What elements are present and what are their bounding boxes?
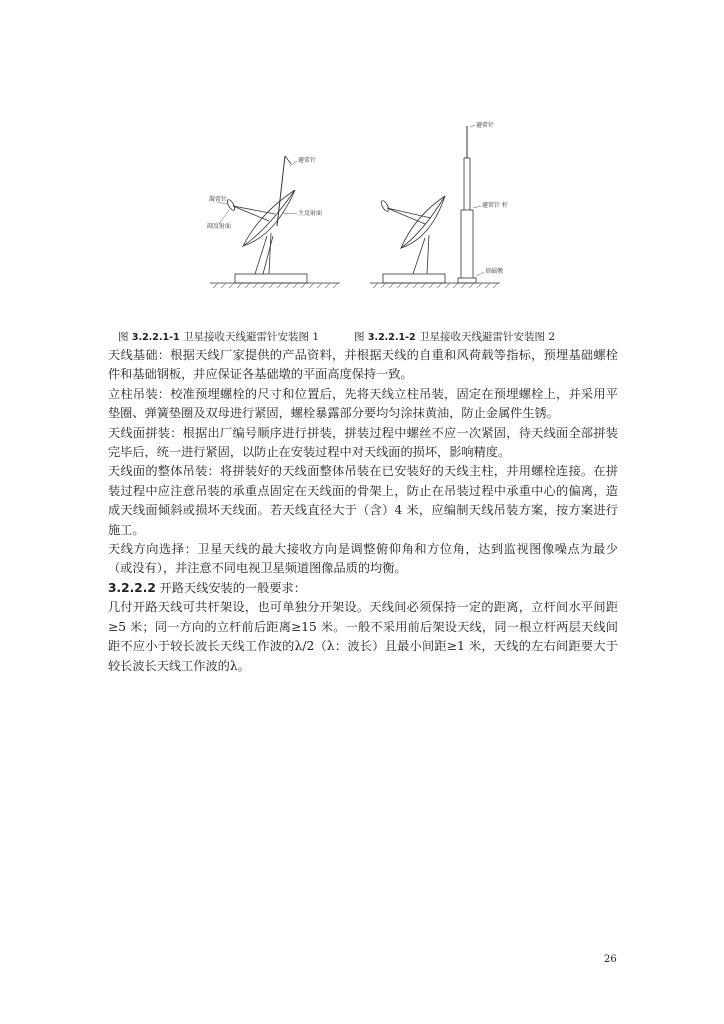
paragraph-column-hoisting: 立柱吊装：校准预埋螺栓的尺寸和位置后，先将天线立柱吊装，固定在预埋螺栓上，并采用平垫圈、弹簧垫圈及双母进行紧固，螺栓暴露部分要均匀涂抹黄油，防止金属件生锈。 bbox=[108, 386, 618, 421]
caption-prefix: 图 bbox=[118, 331, 132, 343]
caption-number: 3.2.2.1-2 bbox=[367, 332, 416, 343]
right-base bbox=[383, 274, 445, 283]
document-body bbox=[108, 346, 618, 676]
left-base bbox=[235, 274, 307, 283]
caption-text: 卫星接收天线避雷针安装图 2 bbox=[415, 331, 556, 343]
right-label-mast: 避雷针 杆 bbox=[482, 202, 508, 209]
paragraph-surface-hoisting: 天线面的整体吊装：将拼装好的天线面整体吊装在已安装好的天线主柱，并用螺栓连接。在拼装过程中应注意吊装的承重点固定在天线面的骨架上，防止在吊装过程中承重中心的偏离，造成天线面倾斜或损坏天线面。若天线直径大于（含）4 米，应编制天线吊装方案，按方案进行施工。 bbox=[108, 464, 618, 537]
left-label-main-reflector-a: 凝雷针 bbox=[209, 196, 228, 203]
paragraph-surface-assembly: 天线面拼装：根据出厂编号顺序进行拼装，拼装过程中螺丝不应一次紧固，待天线面全部拼装完毕后，统一进行紧固，以防止在安装过程中对天线面的损坏，影响精度。 bbox=[108, 425, 618, 460]
right-dish bbox=[401, 196, 445, 248]
section-title: 开路天线安装的一般要求： bbox=[155, 580, 306, 595]
caption-text: 卫星接收天线避雷针安装图 1 bbox=[179, 331, 320, 343]
left-label-main-reflector-b: 主反射面 bbox=[298, 210, 323, 217]
left-label-sub-reflector: 副反射面 bbox=[207, 223, 232, 230]
right-foundation-block bbox=[458, 278, 476, 283]
paragraph-direction-selection: 天线方向选择：卫星天线的最大接收方向是调整俯仰角和方位角，达到监视图像噪点为最少（或没有），并注意不同电视卫星频道图像品质的均衡。 bbox=[108, 542, 618, 576]
left-dish bbox=[243, 190, 295, 246]
section-number: 3.2.2.2 bbox=[108, 580, 156, 595]
left-sub-reflector bbox=[226, 199, 236, 212]
caption-prefix: 图 bbox=[354, 331, 368, 343]
antenna-installation-figure bbox=[205, 118, 515, 303]
figure-caption-1 bbox=[118, 329, 319, 344]
page-number: 26 bbox=[604, 954, 617, 965]
section-heading bbox=[108, 579, 618, 598]
antenna-diagram bbox=[205, 118, 515, 303]
paragraph-antenna-foundation: 天线基础：根据天线厂家提供的产品资料，并根据天线的自重和风荷载等指标，预埋基础螺栓件和基础钢板，并应保证各基础墩的平面高度保持一致。 bbox=[108, 348, 618, 382]
right-antenna-diagram bbox=[370, 125, 500, 288]
figure-caption-2 bbox=[354, 329, 555, 344]
paragraph-open-antenna-requirements: 几付开路天线可共杆架设，也可单独分开架设。天线间必须保持一定的距离，立杆间水平间距≥5 米；同一方向的立杆前后距离≥15 米。一般不采用前后架设天线，同一根立杆两层天线间距不应小于较长波长天线工作波的λ/2（λ：波长）且最小间距≥1 米，天线的左右间距要大于较长波长天线工作波的λ。 bbox=[108, 600, 618, 673]
right-label-lightning-rod: 避雷针 bbox=[476, 122, 495, 129]
right-lightning-mast bbox=[458, 126, 476, 283]
caption-number: 3.2.2.1-1 bbox=[131, 332, 180, 343]
right-sub-reflector bbox=[380, 200, 390, 213]
left-antenna-diagram bbox=[210, 156, 340, 288]
left-label-lightning-rod: 避雷针 bbox=[298, 157, 317, 164]
right-label-foundation: 基础墩 bbox=[485, 268, 504, 275]
